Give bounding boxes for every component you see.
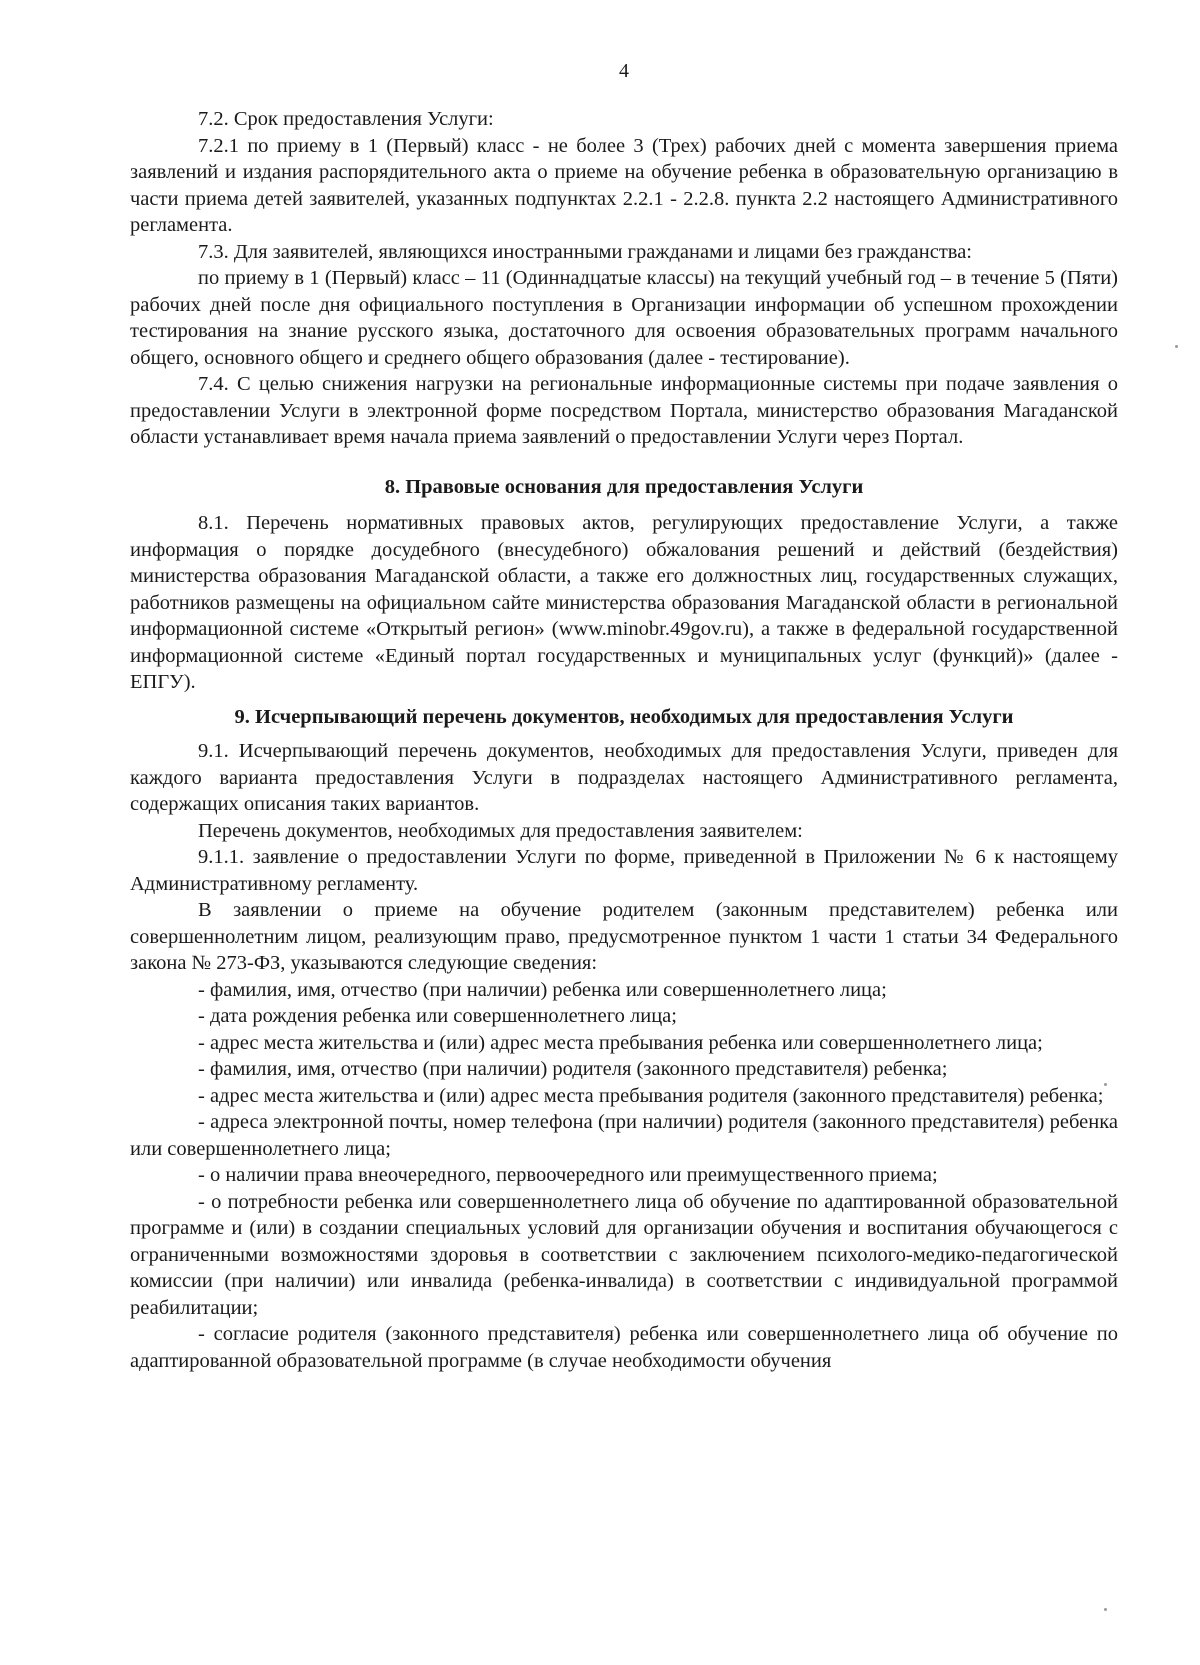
spacer: [130, 696, 1118, 704]
list-item: - адрес места жительства и (или) адрес места пребывания ребенка или совершеннолетнего лица;: [198, 1031, 1043, 1054]
spacer: [130, 500, 1118, 510]
spacer: [130, 451, 1118, 474]
scan-speck: [1104, 1083, 1107, 1086]
document-body: [130, 106, 1118, 1374]
paragraph-9-1-1: 9.1.1. заявление о предоставлении Услуги по форме, приведенной в Приложении № 6 к настоящему Административному регламенту.: [130, 846, 1118, 895]
spacer: [130, 730, 1118, 738]
list-item: - дата рождения ребенка или совершеннолетнего лица;: [198, 1005, 677, 1027]
paragraph-documents-list-intro: Перечень документов, необходимых для предоставления заявителем:: [198, 819, 803, 842]
list-item: - согласие родителя (законного представителя) ребенка или совершеннолетнего лица об обучение по адаптированной образовательной программе (в случае необходимости обучения: [130, 1323, 1118, 1372]
list-item: - адрес места жительства и (или) адрес места пребывания родителя (законного представителя) ребенка;: [198, 1084, 1104, 1107]
paragraph-8-1: 8.1. Перечень нормативных правовых актов, регулирующих предоставление Услуги, а также информация о порядке досудебного (внесудебного) обжалования решений и действий (бездействия) министерства образования Магаданской области, а также его должностных лиц, государственных служащих, работников размещены на официальном сайте министерства образования Магаданской области в региональной информационной системе «Открытый регион» (www.minobr.49gov.ru), а также в федеральной государственной информационной системе «Единый портал государственных и муниципальных услуг (функций)» (далее - ЕПГУ).: [130, 512, 1118, 693]
page-number: 4: [619, 60, 629, 82]
list-item: - о потребности ребенка или совершеннолетнего лица об обучение по адаптированной образовательной программе и (или) в создании специальных условий для организации обучения и воспитания обучающегося с ограниченными возможностями здоровья в соответствии с заключением психолого-медико-педагогической комиссии (при наличии) или инвалида (ребенка-инвалида) в соответствии с индивидуальной программой реабилитации;: [130, 1190, 1118, 1319]
section-heading-9: 9. Исчерпывающий перечень документов, необходимых для предоставления Услуги: [234, 705, 1014, 728]
paragraph-9-1: 9.1. Исчерпывающий перечень документов, необходимых для предоставления Услуги, приведен для каждого варианта предоставления Услуги в подразделах настоящего Административного регламента, содержащих описания таких вариантов.: [130, 740, 1118, 815]
paragraph-7-2-1: 7.2.1 по приему в 1 (Первый) класс - не более 3 (Трех) рабочих дней с момента завершения приема заявлений и издания распорядительного акта о приеме на обучение ребенка в образовательную организацию в части приема детей заявителей, указанных подпунктах 2.2.1 - 2.2.8. пункта 2.2 настоящего Административного регламента.: [130, 134, 1118, 236]
list-item: - адреса электронной почты, номер телефона (при наличии) родителя (законного представителя) ребенка или совершеннолетнего лица;: [130, 1111, 1118, 1160]
scan-speck: [1175, 345, 1178, 348]
list-item: - о наличии права внеочередного, первоочередного или преимущественного приема;: [198, 1164, 938, 1186]
scan-speck: [1104, 1608, 1107, 1611]
list-item: - фамилия, имя, отчество (при наличии) ребенка или совершеннолетнего лица;: [198, 978, 887, 1001]
paragraph-7-3: 7.3. Для заявителей, являющихся иностранными гражданами и лицами без гражданства:: [198, 240, 972, 263]
list-item: - фамилия, имя, отчество (при наличии) родителя (законного представителя) ребенка;: [198, 1058, 948, 1080]
paragraph-7-3-body: по приему в 1 (Первый) класс – 11 (Одиннадцатые классы) на текущий учебный год – в течение 5 (Пяти) рабочих дней после дня официального поступления в Организации информации об успешном прохождении тестирования на знание русского языка, достаточного для освоения образовательных программ начального общего, основного общего и среднего общего образования (далее - тестирование).: [130, 267, 1118, 369]
paragraph-application-info: В заявлении о приеме на обучение родителем (законным представителем) ребенка или совершеннолетним лицом, реализующим право, предусмотренное пунктом 1 части 1 статьи 34 Федерального закона № 273-ФЗ, указываются следующие сведения:: [130, 899, 1118, 974]
section-heading-8: 8. Правовые основания для предоставления Услуги: [384, 475, 864, 498]
paragraph-7-4: 7.4. С целью снижения нагрузки на региональные информационные системы при подаче заявления о предоставлении Услуги в электронной форме посредством Портала, министерство образования Магаданской области устанавливает время начала приема заявлений о предоставлении Услуги через Портал.: [130, 373, 1118, 448]
paragraph-7-2: 7.2. Срок предоставления Услуги:: [198, 108, 494, 130]
